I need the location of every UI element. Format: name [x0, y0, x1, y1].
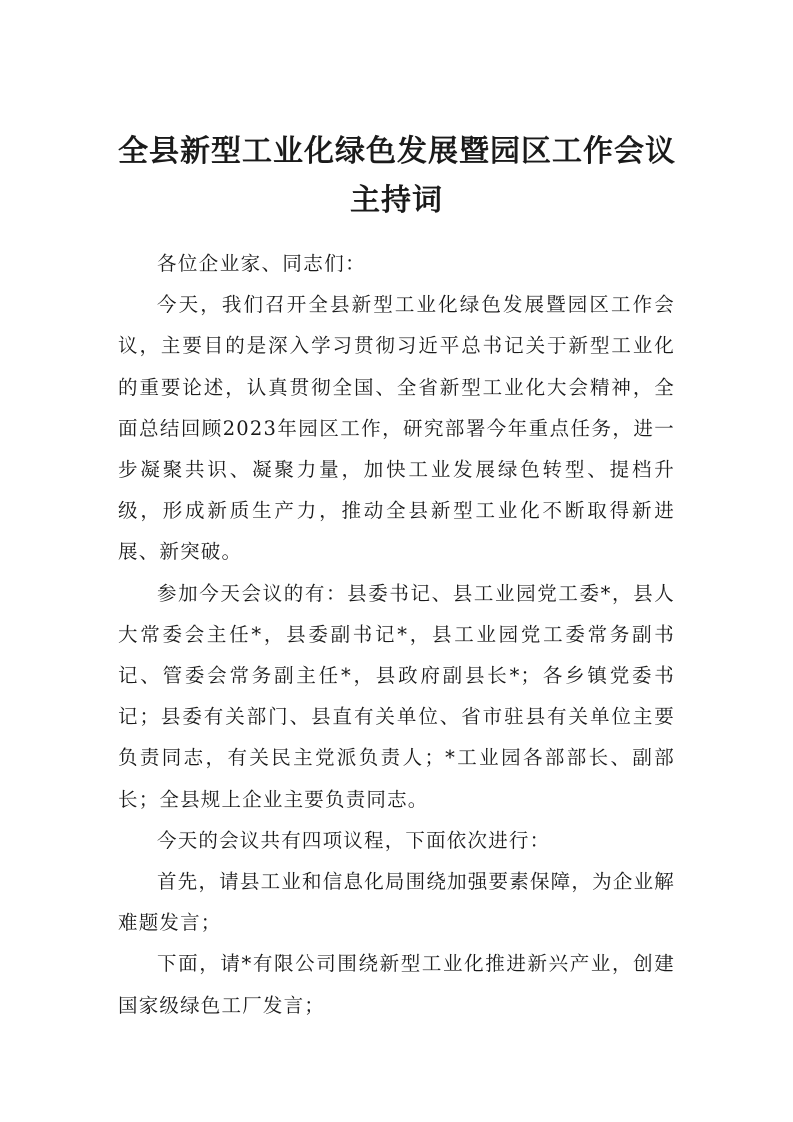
- intro-paragraph: 今天，我们召开全县新型工业化绿色发展暨园区工作会议，主要目的是深入学习贯彻习近平总书记关于新型工业化的重要论述，认真贯彻全国、全省新型工业化大会精神，全面总结回顾2023年园区工作，研究部署今年重点任务，进一步凝聚共识、凝聚力量，加快工业发展绿色转型、提档升级，形成新质生产力，推动全县新型工业化不断取得新进展、新突破。: [118, 293, 675, 564]
- agenda-item-2-paragraph: 下面，请*有限公司围绕新型工业化推进新兴产业，创建国家级绿色工厂发言；: [118, 952, 675, 1017]
- agenda-item-1-paragraph: 首先，请县工业和信息化局围绕加强要素保障，为企业解难题发言；: [118, 870, 675, 935]
- document-title: 全县新型工业化绿色发展暨园区工作会议: [118, 134, 676, 169]
- agenda-paragraph: 今天的会议共有四项议程，下面依次进行：: [157, 828, 551, 852]
- document-subtitle: 主持词: [350, 183, 443, 218]
- salutation-paragraph: 各位企业家、同志们：: [157, 252, 367, 275]
- document-body: [118, 243, 675, 1026]
- attendees-paragraph: 参加今天会议的有：县委书记、县工业园党工委*，县人大常委会主任*，县委副书记*，县工业园党工委常务副书记、管委会常务副主任*，县政府副县长*；各乡镇党委书记；县委有关部门、县直有关单位、省市驻县有关单位主要负责同志，有关民主党派负责人；*工业园各部部长、副部长；全县规上企业主要负责同志。: [118, 581, 675, 811]
